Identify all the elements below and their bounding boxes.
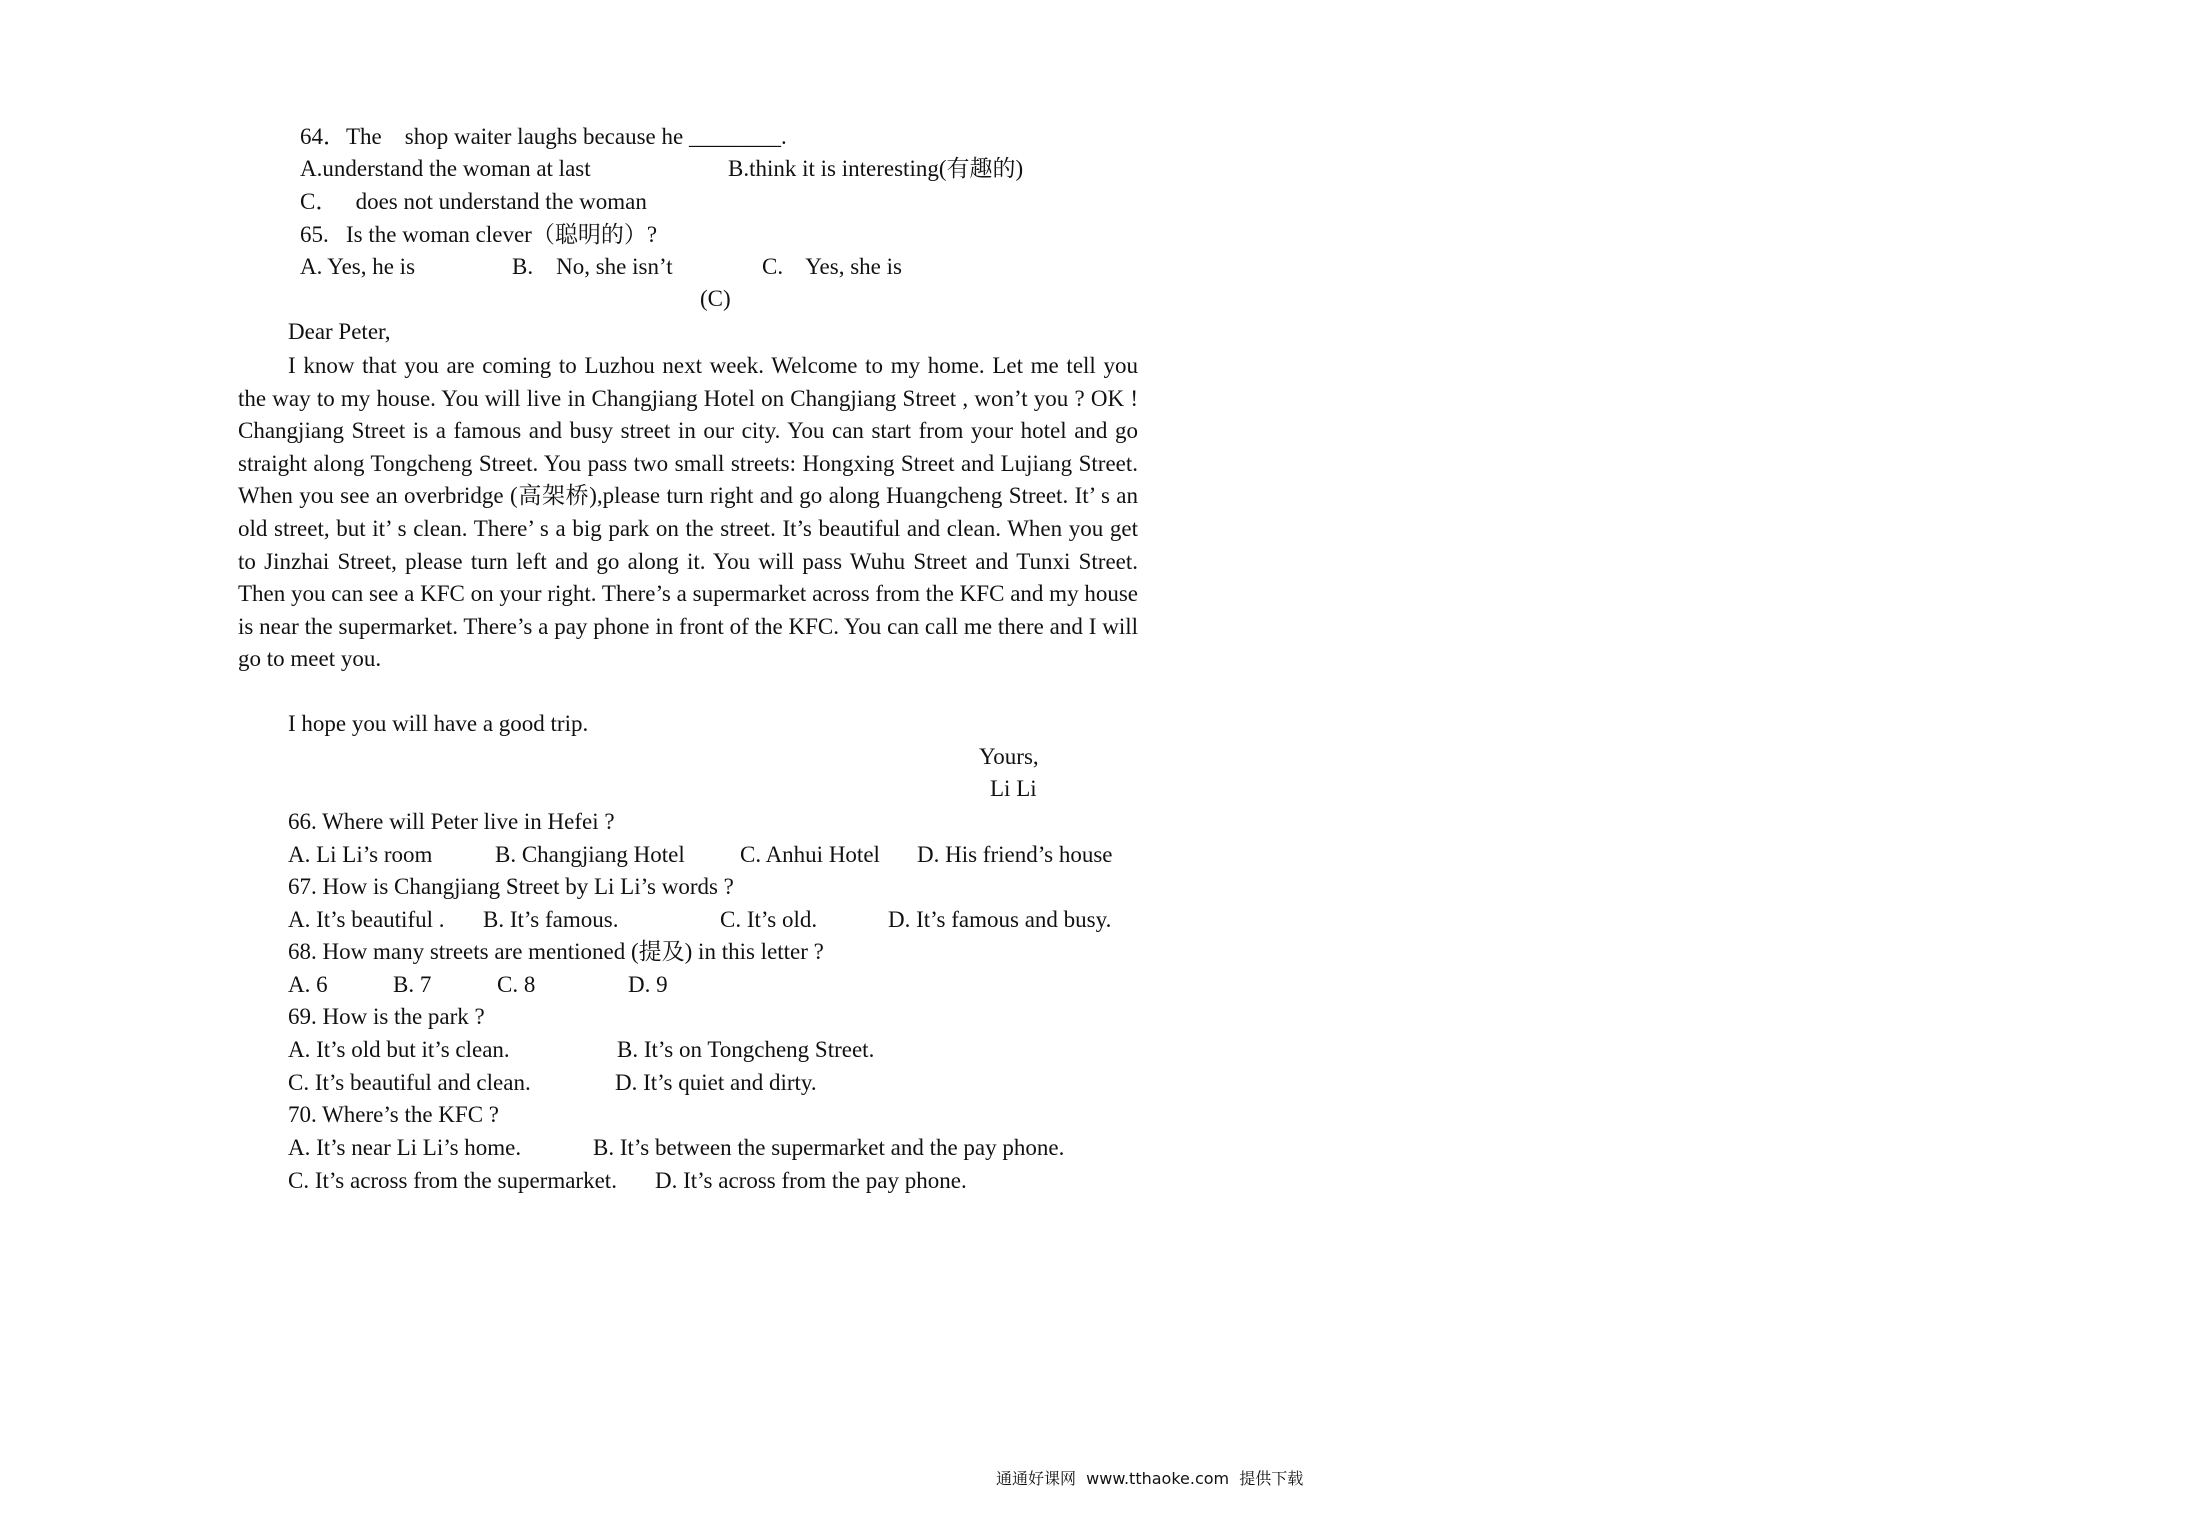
letter-salutation: Dear Peter,: [288, 319, 391, 344]
q68-option-b: B. 7: [393, 972, 432, 997]
q68-option-a: A. 6: [288, 972, 328, 997]
letter-closing-line: I hope you will have a good trip.: [288, 711, 589, 736]
q67-option-b: B. It’s famous.: [483, 907, 619, 932]
q65-option-a: A. Yes, he is: [300, 254, 416, 279]
q70-option-c: C. It’s across from the supermarket.: [288, 1168, 617, 1193]
q66-option-b: B. Changjiang Hotel: [495, 842, 685, 867]
q65-option-b: B. No, she isn’t: [512, 254, 673, 279]
letter-body-text: I know that you are coming to Luzhou next week. Welcome to my home. Let me tell you the way to my house. You will live in Changjiang Hotel on Changjiang Street , won’t you ? OK ! Changjiang Street is a famous and busy street in our city. You can start from your hotel and go straight along Tongcheng Street. You pass two small streets: Hongxing Street and Lujiang Street. When you see an overbridge (高架桥),please turn right and go along Huangcheng Street. It’ s an old street, but it’ s clean. There’ s a big park on the street. It’s beautiful and clean. When you get to Jinzhai Street, please turn left and go along it. You will pass Wuhu Street and Tunxi Street. Then you can see a KFC on your right. There’s a supermarket across from the KFC and my house is near the supermarket. There’s a pay phone in front of the KFC. You can call me there and I will go to meet you.: [238, 353, 1138, 672]
footer-credit: 通通好课网 www.tthaoke.com 提供下载: [996, 1469, 1304, 1488]
q65-option-c: C. Yes, she is: [762, 254, 902, 279]
q69-stem: 69. How is the park ?: [288, 1004, 485, 1029]
q65-stem: 65. Is the woman clever（聪明的）?: [300, 222, 658, 247]
q69-option-d: D. It’s quiet and dirty.: [615, 1070, 817, 1095]
q66-stem: 66. Where will Peter live in Hefei ?: [288, 809, 615, 834]
q70-option-d: D. It’s across from the pay phone.: [655, 1168, 967, 1193]
q67-option-d: D. It’s famous and busy.: [888, 907, 1112, 932]
letter-signature: Li Li: [990, 776, 1037, 801]
section-label-c: (C): [700, 286, 731, 311]
q67-option-c: C. It’s old.: [720, 907, 818, 932]
q70-option-a: A. It’s near Li Li’s home.: [288, 1135, 522, 1160]
q67-stem: 67. How is Changjiang Street by Li Li’s words ?: [288, 874, 734, 899]
q68-option-d: D. 9: [628, 972, 668, 997]
q69-option-c: C. It’s beautiful and clean.: [288, 1070, 531, 1095]
q70-option-b: B. It’s between the supermarket and the pay phone.: [593, 1135, 1065, 1160]
q69-option-b: B. It’s on Tongcheng Street.: [617, 1037, 875, 1062]
q69-option-a: A. It’s old but it’s clean.: [288, 1037, 510, 1062]
letter-sign-off: Yours,: [979, 744, 1039, 769]
q66-option-c: C. Anhui Hotel: [740, 842, 880, 867]
q64-option-c: C． does not understand the woman: [300, 189, 647, 214]
q64-option-b: B.think it is interesting(有趣的): [728, 156, 1024, 181]
q67-option-a: A. It’s beautiful .: [288, 907, 445, 932]
q66-option-a: A. Li Li’s room: [288, 842, 433, 867]
letter-body: [238, 350, 1138, 676]
q68-stem: 68. How many streets are mentioned (提及) in this letter ?: [288, 939, 824, 964]
q64-stem: 64．The shop waiter laughs because he ________.: [300, 124, 787, 149]
q64-option-a: A.understand the woman at last: [300, 156, 591, 181]
q68-option-c: C. 8: [497, 972, 536, 997]
q66-option-d: D. His friend’s house: [917, 842, 1113, 867]
q70-stem: 70. Where’s the KFC ?: [288, 1102, 500, 1127]
